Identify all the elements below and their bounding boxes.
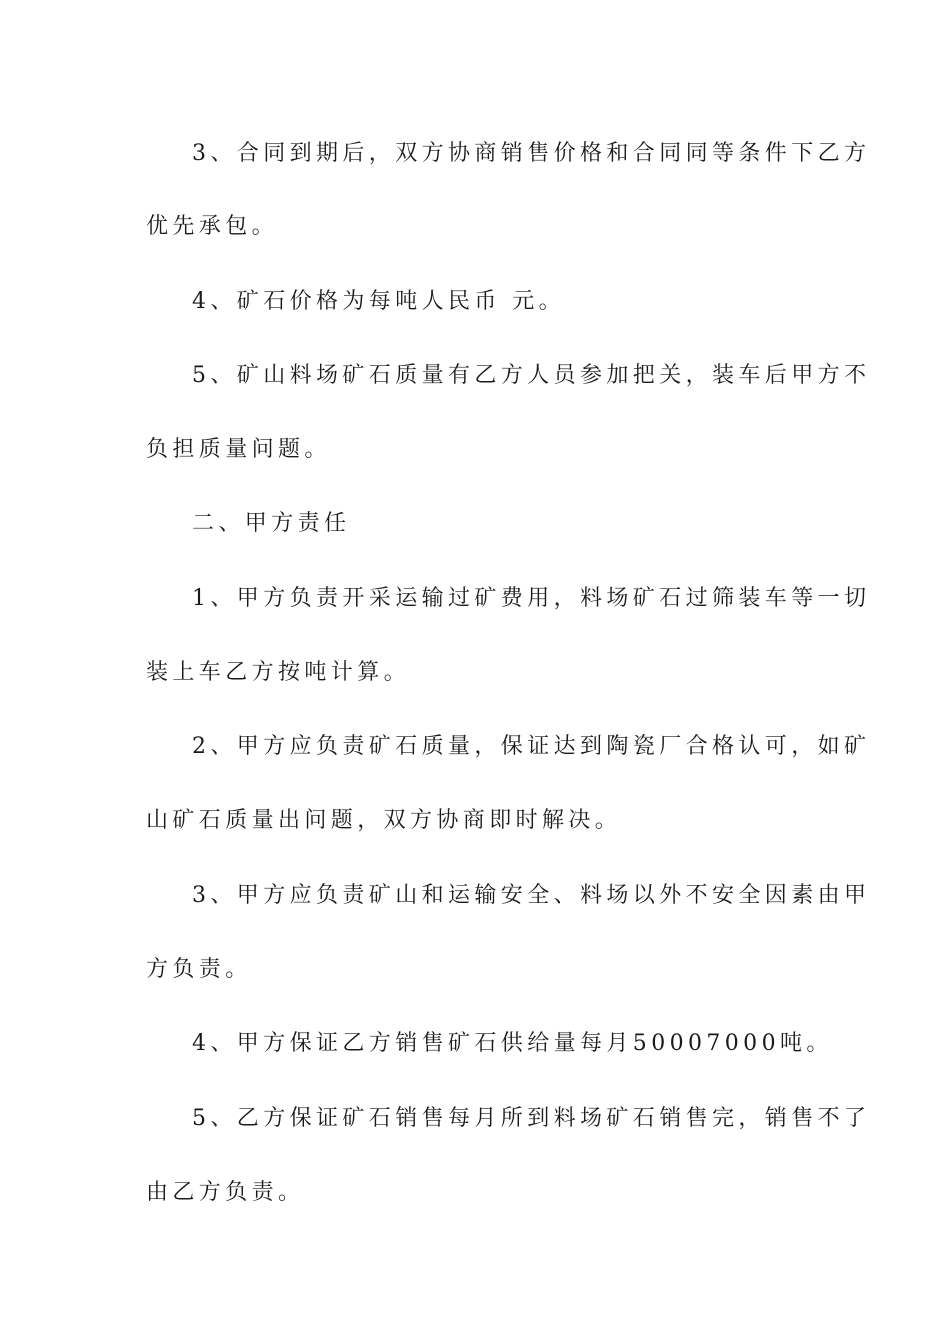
duty-4-supply: 4、甲方保证乙方销售矿石供给量每月50007000吨。 xyxy=(192,1031,833,1056)
clause-4-price: 4、矿石价格为每吨人民币 元。 xyxy=(192,289,565,314)
duty-5-line-1: 5、乙方保证矿石销售每月所到料场矿石销售完，销售不了 xyxy=(192,1106,871,1131)
clause-3-line-1: 3、合同到期后，双方协商销售价格和合同同等条件下乙方 xyxy=(192,141,871,166)
duty-1-line-2: 装上车乙方按吨计算。 xyxy=(146,660,411,685)
clause-5-line-2: 负担质量问题。 xyxy=(146,437,331,462)
duty-2-line-2: 山矿石质量出问题，双方协商即时解决。 xyxy=(146,808,622,833)
duty-1-line-1: 1、甲方负责开采运输过矿费用，料场矿石过筛装车等一切 xyxy=(192,586,871,611)
section-heading: 二、甲方责任 xyxy=(192,511,351,536)
clause-3-line-2: 优先承包。 xyxy=(146,214,279,239)
duty-5-line-2: 由乙方负责。 xyxy=(146,1180,305,1205)
duty-3-line-1: 3、甲方应负责矿山和运输安全、料场以外不安全因素由甲 xyxy=(192,883,871,908)
duty-3-line-2: 方负责。 xyxy=(146,957,252,982)
clause-5-line-1: 5、矿山料场矿石质量有乙方人员参加把关，装车后甲方不 xyxy=(192,363,871,388)
duty-2-line-1: 2、甲方应负责矿石质量，保证达到陶瓷厂合格认可，如矿 xyxy=(192,734,871,759)
